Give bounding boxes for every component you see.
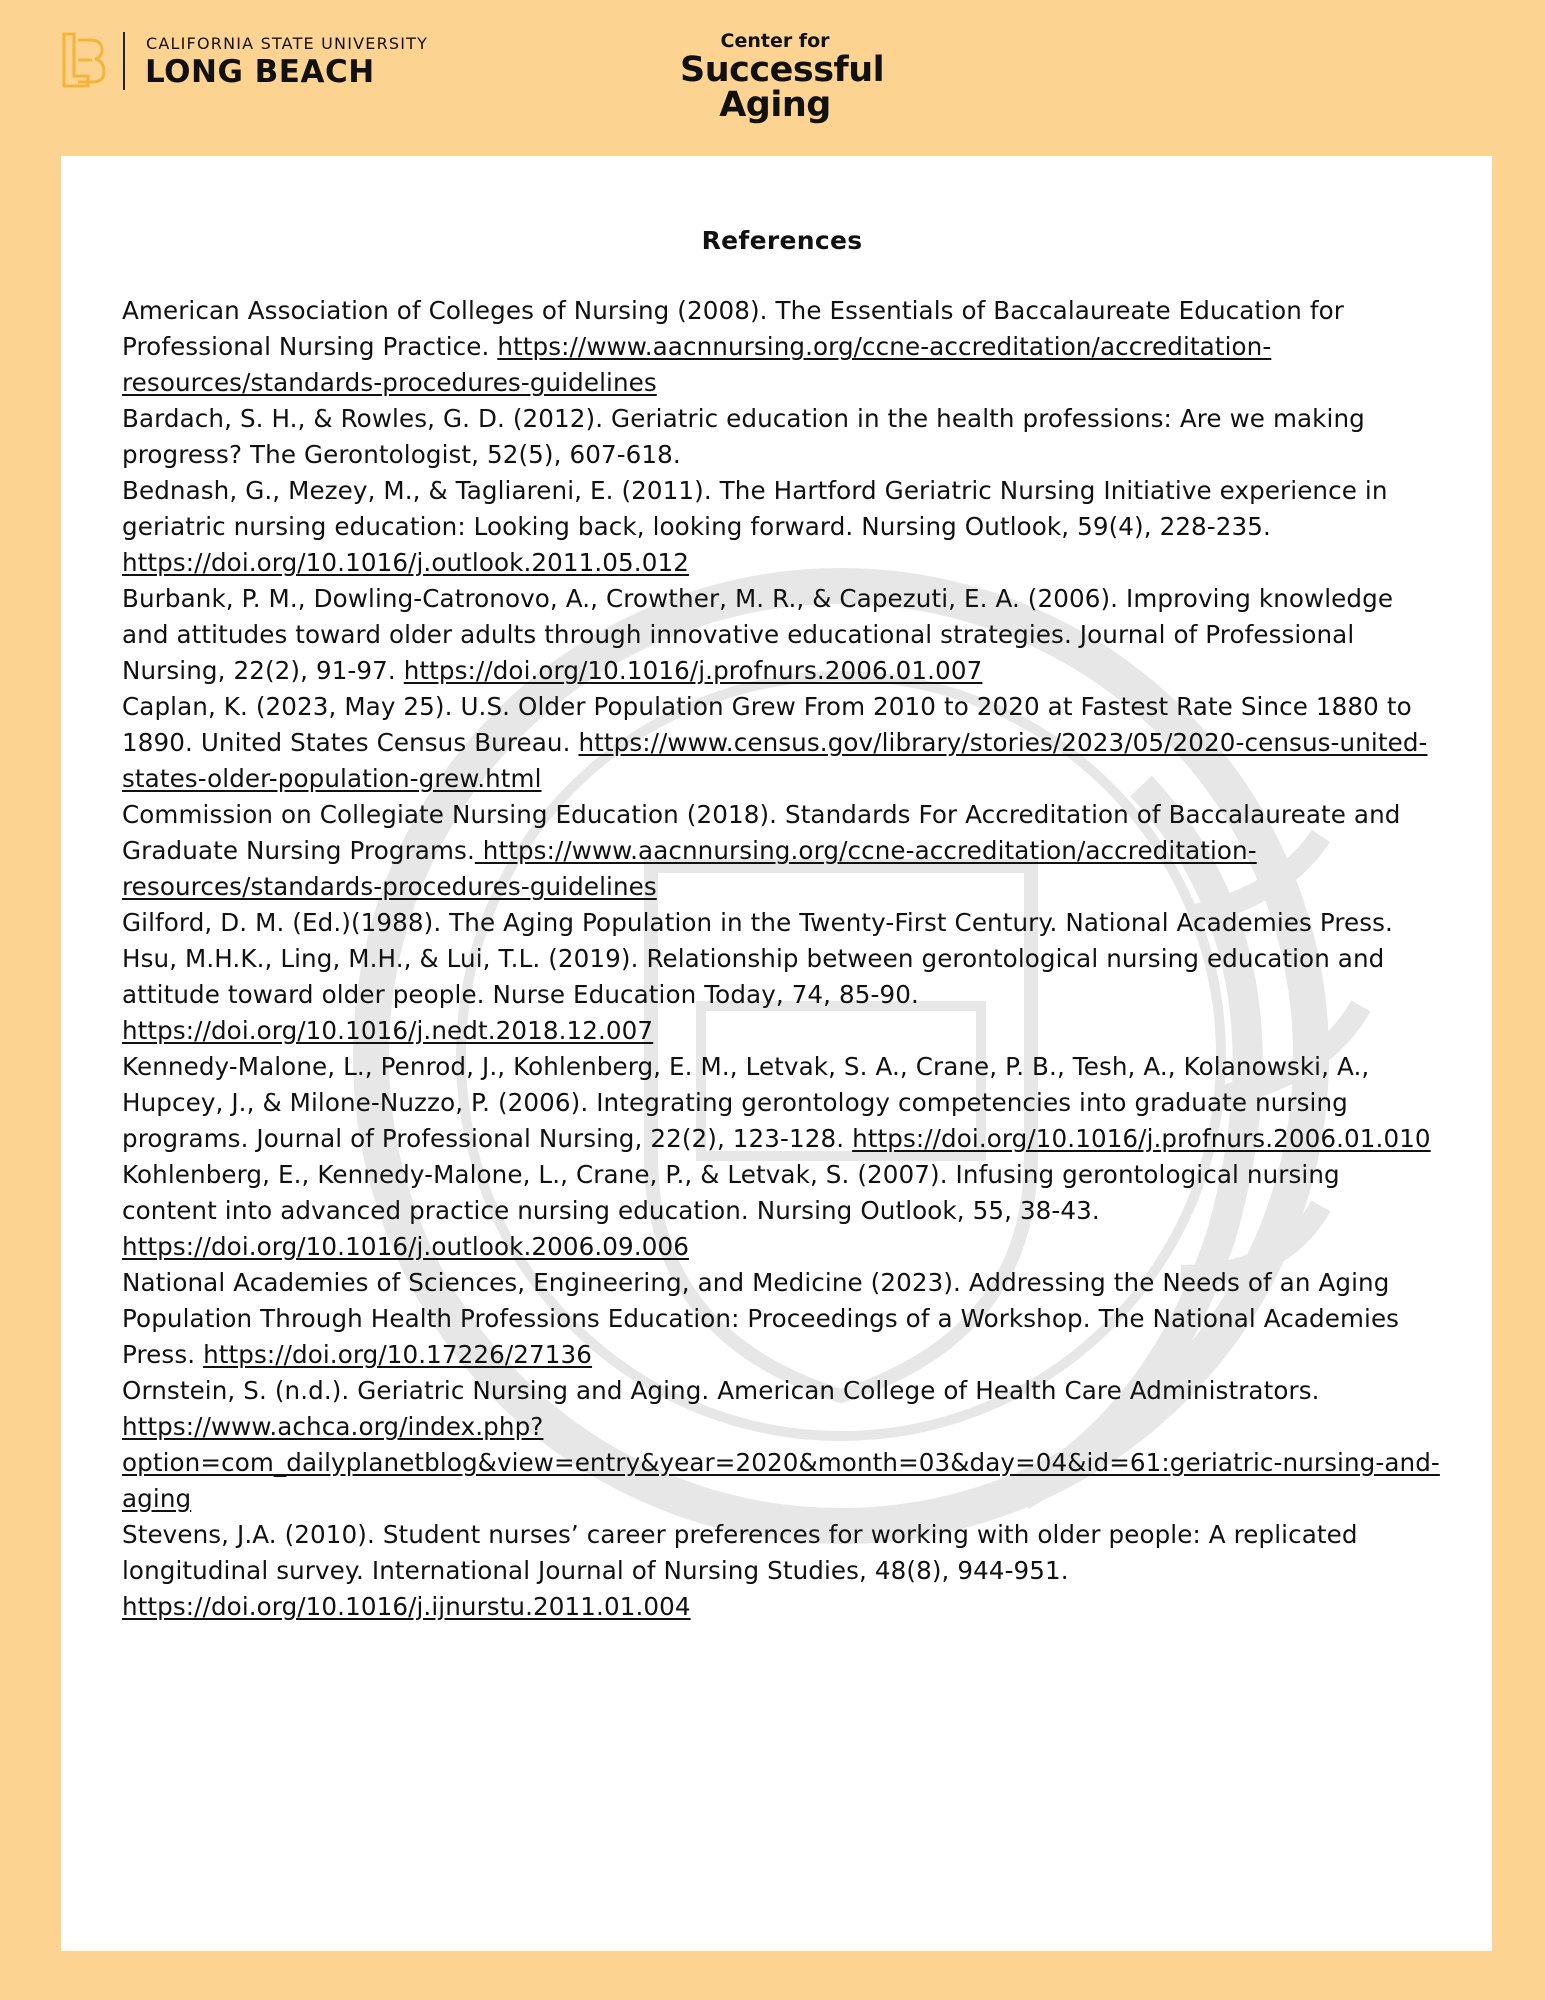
reference-link[interactable]: https://doi.org/10.17226/27136 xyxy=(203,1340,593,1369)
reference-text: Kohlenberg, E., Kennedy-Malone, L., Crane, P., & Letvak, S. (2007). Infusing gerontological nursing content into advanced practice nursing education. Nursing Outlook, 55, 38-43. xyxy=(122,1160,1340,1225)
reference-entry xyxy=(122,1373,1442,1517)
reference-text: Bednash, G., Mezey, M., & Tagliareni, E. (2011). The Hartford Geriatric Nursing Initiative experience in geriatric nursing education: Looking back, looking forward. Nursing Outlook, 59(4), 228-235. xyxy=(122,476,1388,541)
reference-link[interactable]: https://www.achca.org/index.php?option=com_dailyplanetblog&view=entry&year=2020&month=03&day=04&id=61:geriatric-nursing-and-aging xyxy=(122,1412,1440,1513)
reference-text: Hsu, M.H.K., Ling, M.H., & Lui, T.L. (2019). Relationship between gerontological nursing education and attitude toward older people. Nurse Education Today, 74, 85-90. xyxy=(122,944,1385,1009)
reference-text: American Association of Colleges of Nursing (2008). The Essentials of Baccalaureate Education for Professional Nursing Practice. xyxy=(122,296,1344,361)
reference-link[interactable]: https://www.census.gov/library/stories/2023/05/2020-census-united-states-older-population-grew.html xyxy=(122,728,1428,793)
reference-entry xyxy=(122,473,1442,581)
reference-link[interactable]: https://doi.org/10.1016/j.nedt.2018.12.007 xyxy=(122,1016,654,1045)
reference-text: Caplan, K. (2023, May 25). U.S. Older Population Grew From 2010 to 2020 at Fastest Rate Since 1880 to 1890. United States Census Bureau. xyxy=(122,692,1412,757)
reference-entry xyxy=(122,1049,1442,1157)
header xyxy=(0,0,1545,155)
page-sheet xyxy=(61,156,1492,1951)
reference-text: National Academies of Sciences, Engineering, and Medicine (2023). Addressing the Needs of an Aging Population Through Health Professions Education: Proceedings of a Workshop. The National Academies Press. xyxy=(122,1268,1400,1369)
reference-entry xyxy=(122,689,1442,797)
reference-text: Kennedy-Malone, L., Penrod, J., Kohlenberg, E. M., Letvak, S. A., Crane, P. B., Tesh, A., Kolanowski, A., Hupcey, J., & Milone-Nuzzo, P. (2006). Integrating gerontology competencies into graduate nursing programs. Journal of Professional Nursing, 22(2), 123-128. xyxy=(122,1052,1370,1153)
center-logo-line1: Center for xyxy=(720,30,830,52)
center-logo xyxy=(680,30,885,125)
reference-link[interactable]: https://doi.org/10.1016/j.profnurs.2006.01.007 xyxy=(403,656,983,685)
reference-link[interactable]: https://doi.org/10.1016/j.outlook.2011.05.012 xyxy=(122,548,689,577)
reference-link[interactable]: https://doi.org/10.1016/j.outlook.2006.09.006 xyxy=(122,1232,689,1261)
reference-entry xyxy=(122,797,1442,905)
reference-link[interactable]: https://doi.org/10.1016/j.ijnurstu.2011.01.004 xyxy=(122,1592,691,1621)
university-name-line2: LONG BEACH xyxy=(145,54,375,90)
reference-entry xyxy=(122,941,1442,1049)
references-content xyxy=(122,226,1442,1625)
reference-link[interactable]: https://doi.org/10.1016/j.profnurs.2006.01.010 xyxy=(852,1124,1431,1153)
center-logo-line2: Successful xyxy=(680,50,885,90)
reference-text: Gilford, D. M. (Ed.)(1988). The Aging Population in the Twenty-First Century. National Academies Press. xyxy=(122,908,1393,937)
reference-entry xyxy=(122,1157,1442,1265)
reference-entry xyxy=(122,1517,1442,1625)
reference-text: Ornstein, S. (n.d.). Geriatric Nursing and Aging. American College of Health Care Administrators. xyxy=(122,1376,1320,1405)
logo-divider xyxy=(123,32,125,90)
page-title: References xyxy=(701,226,863,255)
reference-entry xyxy=(122,1265,1442,1373)
reference-text: Bardach, S. H., & Rowles, G. D. (2012). Geriatric education in the health professions: Are we making progress? The Gerontologist, 52(5), 607-618. xyxy=(122,404,1365,469)
reference-entry xyxy=(122,581,1442,689)
reference-text: Commission on Collegiate Nursing Education (2018). Standards For Accreditation of Baccalaureate and Graduate Nursing Programs. xyxy=(122,800,1401,865)
reference-list xyxy=(122,293,1442,1625)
reference-text: Stevens, J.A. (2010). Student nurses’ career preferences for working with older people: A replicated longitudinal survey. International Journal of Nursing Studies, 48(8), 944-951. xyxy=(122,1520,1358,1585)
university-name-line1: CALIFORNIA STATE UNIVERSITY xyxy=(146,34,429,53)
reference-entry xyxy=(122,401,1442,473)
reference-text: Burbank, P. M., Dowling-Catronovo, A., Crowther, M. R., & Capezuti, E. A. (2006). Improving knowledge and attitudes toward older adults through innovative educational strategies. Journal of Professional Nursing, 22(2), 91-97. xyxy=(122,584,1394,685)
reference-link[interactable]: https://www.aacnnursing.org/ccne-accreditation/accreditation-resources/standards-procedures-guidelines xyxy=(122,836,1257,901)
reference-link[interactable]: https://www.aacnnursing.org/ccne-accreditation/accreditation-resources/standards-procedures-guidelines xyxy=(122,332,1272,397)
csulb-logo-icon xyxy=(58,30,106,92)
center-logo-line3: Aging xyxy=(719,85,831,125)
reference-entry xyxy=(122,905,1442,941)
reference-entry xyxy=(122,293,1442,401)
